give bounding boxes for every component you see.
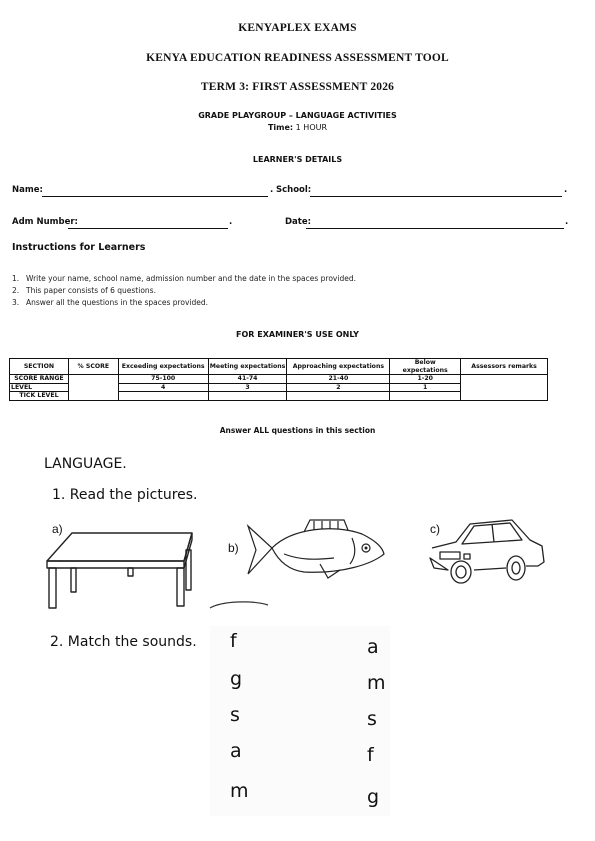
row-label: TICK LEVEL [10, 392, 69, 401]
instructions-list [12, 274, 356, 310]
header-cell: Exceeding expectations [118, 359, 208, 375]
table-row [10, 375, 548, 384]
right-sound[interactable]: m [367, 672, 386, 694]
school-field[interactable] [310, 196, 562, 197]
time-label: Time: [267, 123, 294, 132]
fish-picture [244, 514, 386, 584]
header-cell: Approaching expectations [287, 359, 390, 375]
examiner-heading: FOR EXAMINER'S USE ONLY [236, 330, 359, 339]
date-label: Date: [285, 217, 312, 227]
left-sound[interactable]: a [230, 740, 242, 762]
left-sound[interactable]: g [230, 668, 243, 690]
tick-cell[interactable] [390, 392, 461, 401]
section-title: LANGUAGE. [44, 456, 127, 472]
header-cell: Assessors remarks [461, 359, 548, 375]
answer-all-note: Answer ALL questions in this section [219, 426, 376, 435]
pic-c-tag: c) [430, 522, 440, 536]
name-label: Name: [12, 185, 43, 195]
row-label: LEVEL [10, 383, 69, 392]
table-cell: 41-74 [208, 375, 287, 384]
instruction-item: 1. Write your name, school name, admission number and the date in the spaces provided. [12, 274, 356, 283]
table-cell: 21-40 [287, 375, 390, 384]
right-sound[interactable]: a [367, 636, 379, 658]
left-sound[interactable]: m [230, 780, 249, 802]
adm-end-dot: . [229, 217, 233, 227]
header-cell: % SCORE [68, 359, 118, 375]
right-sound[interactable]: g [367, 786, 380, 808]
header-cell: Below expectations [390, 359, 461, 375]
exam-body-title: KENYAPLEX EXAMS [238, 22, 357, 34]
partial-picture-edge [208, 599, 270, 609]
table-cell: 2 [287, 383, 390, 392]
learner-details-heading: LEARNER'S DETAILS [252, 155, 343, 164]
car-picture [426, 514, 548, 586]
score-cell[interactable] [68, 375, 118, 401]
school-end-dot: . [564, 185, 568, 195]
tick-cell[interactable] [287, 392, 390, 401]
instruction-item: 3. Answer all the questions in the spaces provided. [12, 298, 209, 307]
table-cell: 75-100 [118, 375, 208, 384]
remarks-cell[interactable] [461, 375, 548, 401]
adm-label: Adm Number: [12, 217, 78, 227]
instruction-item: 2. This paper consists of 6 questions. [12, 286, 156, 295]
table-picture [44, 528, 194, 612]
table-cell: 3 [208, 383, 287, 392]
time-value: 1 HOUR [295, 123, 328, 132]
pic-a-tag: a) [52, 522, 63, 536]
table-cell: 4 [118, 383, 208, 392]
right-sound[interactable]: s [367, 708, 377, 730]
school-label: School: [276, 185, 312, 195]
table-cell: 1-20 [390, 375, 461, 384]
date-field[interactable] [306, 228, 564, 229]
instructions-title: Instructions for Learners [12, 242, 146, 253]
examiner-table [9, 358, 548, 401]
tool-title: KENYA EDUCATION READINESS ASSESSMENT TOOL [146, 52, 449, 64]
tick-cell[interactable] [118, 392, 208, 401]
header-cell: SECTION [10, 359, 69, 375]
header-cell: Meeting expectations [208, 359, 287, 375]
grade-subject: GRADE PLAYGROUP – LANGUAGE ACTIVITIES [198, 111, 397, 120]
question-2-label: 2. Match the sounds. [50, 634, 197, 650]
row-label: SCORE RANGE [10, 375, 69, 384]
tick-cell[interactable] [208, 392, 287, 401]
adm-number-field[interactable] [68, 228, 228, 229]
time-line [0, 123, 595, 132]
date-end-dot: . [565, 217, 569, 227]
left-sound[interactable]: s [230, 704, 240, 726]
term-title: TERM 3: FIRST ASSESSMENT 2026 [200, 81, 395, 93]
table-header-row [10, 359, 548, 375]
pic-b-tag: b) [228, 541, 239, 555]
table-cell: 1 [390, 383, 461, 392]
name-field[interactable] [42, 196, 268, 197]
right-sound[interactable]: f [367, 744, 374, 766]
question-1-label: 1. Read the pictures. [52, 487, 198, 503]
school-separator: . [270, 185, 274, 195]
left-sound[interactable]: f [230, 630, 237, 652]
